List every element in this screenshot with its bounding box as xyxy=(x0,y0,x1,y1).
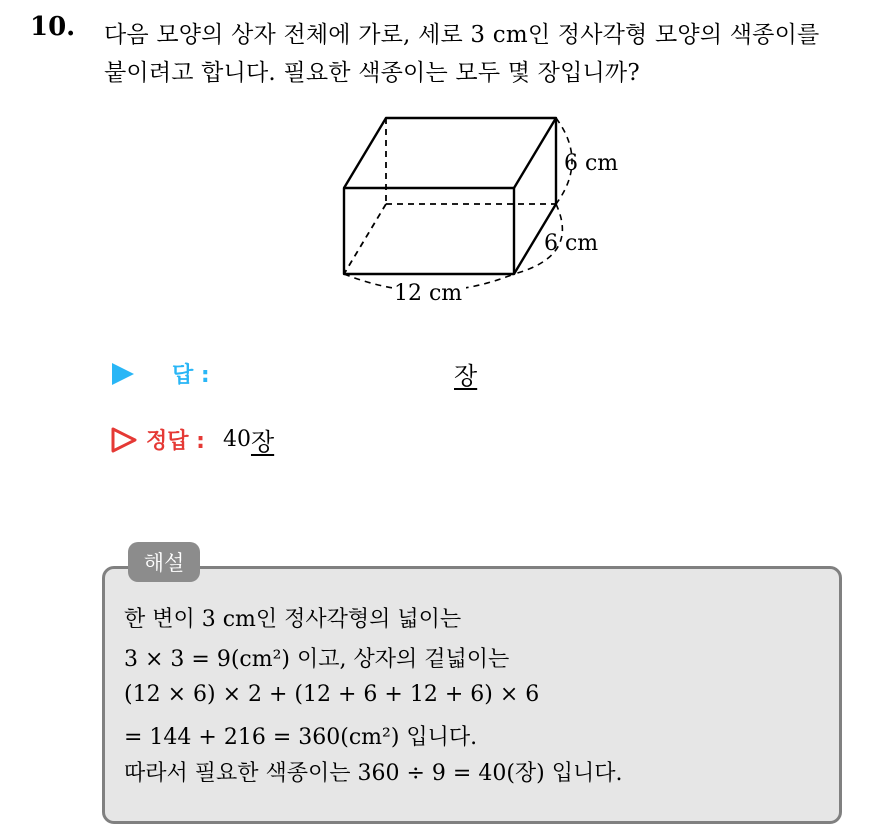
question-text-line-2: 붙이려고 합니다. 필요한 색종이는 모두 몇 장입니까? xyxy=(104,60,640,86)
box-figure xyxy=(330,108,660,308)
correct-answer-row xyxy=(110,422,274,457)
explanation-line: (12 × 6) × 2 + (12 + 6 + 12 + 6) × 6 xyxy=(124,682,540,707)
explanation-line: 따라서 필요한 색종이는 360 ÷ 9 = 40(장) 입니다. xyxy=(124,761,623,786)
explanation-line: 한 변이 3 cm인 정사각형의 넓이는 xyxy=(124,607,462,632)
explanation-line: = 144 + 216 = 360(cm²) 입니다. xyxy=(124,725,478,750)
play-outline-icon xyxy=(110,426,138,454)
correct-answer-value: 40 xyxy=(222,427,251,452)
explanation-tag: 해설 xyxy=(128,542,200,582)
explanation-line: 3 × 3 = 9(cm²) 이고, 상자의 겉넓이는 xyxy=(124,647,510,672)
question-number: 10. xyxy=(30,12,76,42)
answer-unit: 장 xyxy=(454,362,478,390)
correct-answer-unit: 장 xyxy=(250,428,275,456)
question-text-line-1: 다음 모양의 상자 전체에 가로, 세로 3 cm인 정사각형 모양의 색종이를 xyxy=(104,22,820,48)
answer-label: 답 : xyxy=(172,363,210,388)
correct-answer-label: 정답 : xyxy=(146,429,205,454)
depth-label: 6 cm xyxy=(544,231,599,256)
play-icon xyxy=(110,361,136,387)
width-label: 12 cm xyxy=(394,281,463,306)
height-label: 6 cm xyxy=(564,151,619,176)
answer-row xyxy=(110,358,210,389)
